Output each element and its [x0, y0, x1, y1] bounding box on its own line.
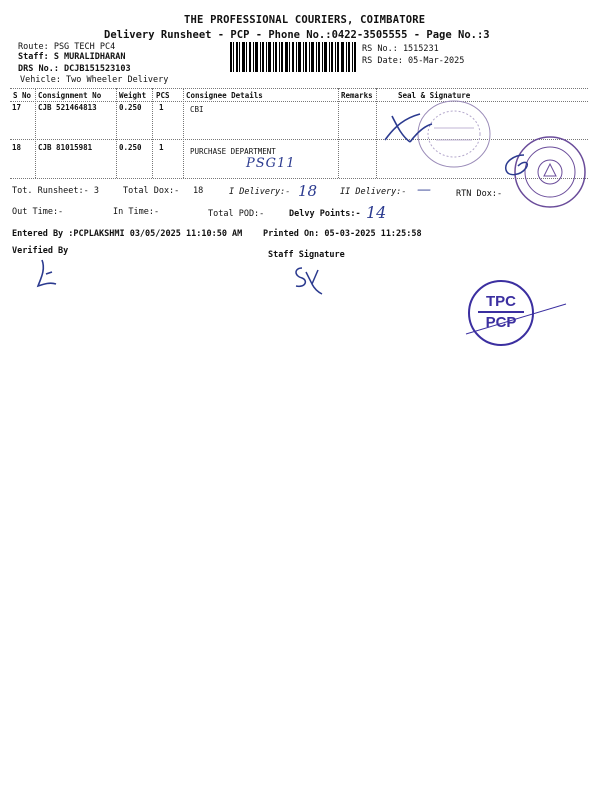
col-divider	[338, 88, 339, 178]
rs-no-field: RS No.: 1515231	[362, 44, 439, 54]
stamp-stroke	[462, 298, 572, 338]
header-sno: S No	[13, 91, 32, 100]
col-divider	[183, 88, 184, 178]
row-consignee: CBI	[190, 105, 204, 114]
col-divider	[376, 88, 377, 178]
total-dox-value: 18	[193, 186, 204, 196]
row-sno: 18	[12, 143, 22, 152]
header-seal: Seal & Signature	[398, 91, 471, 100]
stamp-line-1: TPC	[486, 293, 516, 310]
total-pod-label: Total POD:-	[208, 209, 265, 219]
ii-delivery-label: II Delivery:-	[340, 187, 407, 197]
drs-field: DRS No.: DCJB151523103	[18, 64, 131, 74]
table-header-rule	[10, 101, 588, 102]
verified-signature	[28, 256, 68, 292]
delvy-points-value: 14	[366, 203, 387, 222]
i-delivery-value: 18	[298, 182, 318, 200]
row-weight: 0.250	[119, 103, 142, 112]
total-dox-label: Total Dox:-	[123, 186, 180, 196]
out-time-label: Out Time:-	[12, 207, 64, 217]
header-pcs: PCS	[156, 91, 170, 100]
runsheet-subtitle: Delivery Runsheet - PCP - Phone No.:0422-3505555 - Page No.:3	[104, 29, 490, 41]
staff-field: Staff: S MURALIDHARAN	[18, 52, 126, 62]
ii-delivery-value: —	[417, 182, 431, 198]
signature-mark	[494, 150, 534, 180]
staff-signature-mark	[288, 262, 328, 296]
header-consignee: Consignee Details	[186, 91, 263, 100]
barcode	[230, 42, 356, 72]
row-sno: 17	[12, 103, 22, 112]
entered-by: Entered By :PCPLAKSHMI 03/05/2025 11:10:50 AM	[12, 229, 243, 239]
route-field: Route: PSG TECH PC4	[18, 42, 116, 52]
rs-date-field: RS Date: 05-Mar-2025	[362, 56, 465, 66]
rtn-dox-label: RTN Dox:-	[456, 189, 503, 199]
header-consignment: Consignment No	[38, 91, 102, 100]
header-weight: Weight	[119, 91, 147, 100]
staff-signature-label: Staff Signature	[268, 250, 345, 260]
signature-mark	[380, 108, 440, 148]
table-top-rule	[10, 88, 588, 89]
vehicle-field: Vehicle: Two Wheeler Delivery	[20, 75, 169, 85]
row-pcs: 1	[159, 143, 164, 152]
row-consignment: CJB 521464813	[38, 103, 97, 112]
delvy-points-label: Delvy Points:-	[289, 209, 361, 219]
stamp-line-2: PCP	[485, 314, 517, 331]
col-divider	[35, 88, 36, 178]
row-pcs: 1	[159, 103, 164, 112]
header-remarks: Remarks	[341, 91, 373, 100]
company-title: THE PROFESSIONAL COURIERS, COIMBATORE	[184, 14, 426, 26]
in-time-label: In Time:-	[113, 207, 160, 217]
row-consignment: CJB 81015981	[38, 143, 93, 152]
col-divider	[116, 88, 117, 178]
verified-by-label: Verified By	[12, 246, 69, 256]
i-delivery-label: I Delivery:-	[229, 187, 291, 197]
col-divider	[152, 88, 153, 178]
row-consignee: PURCHASE DEPARTMENT	[190, 147, 276, 156]
handwritten-note: PSG11	[246, 156, 296, 171]
table-row-divider	[10, 139, 588, 140]
row-weight: 0.250	[119, 143, 142, 152]
printed-on: Printed On: 05-03-2025 11:25:58	[263, 229, 422, 239]
tot-runsheet: Tot. Runsheet:- 3	[12, 186, 99, 196]
